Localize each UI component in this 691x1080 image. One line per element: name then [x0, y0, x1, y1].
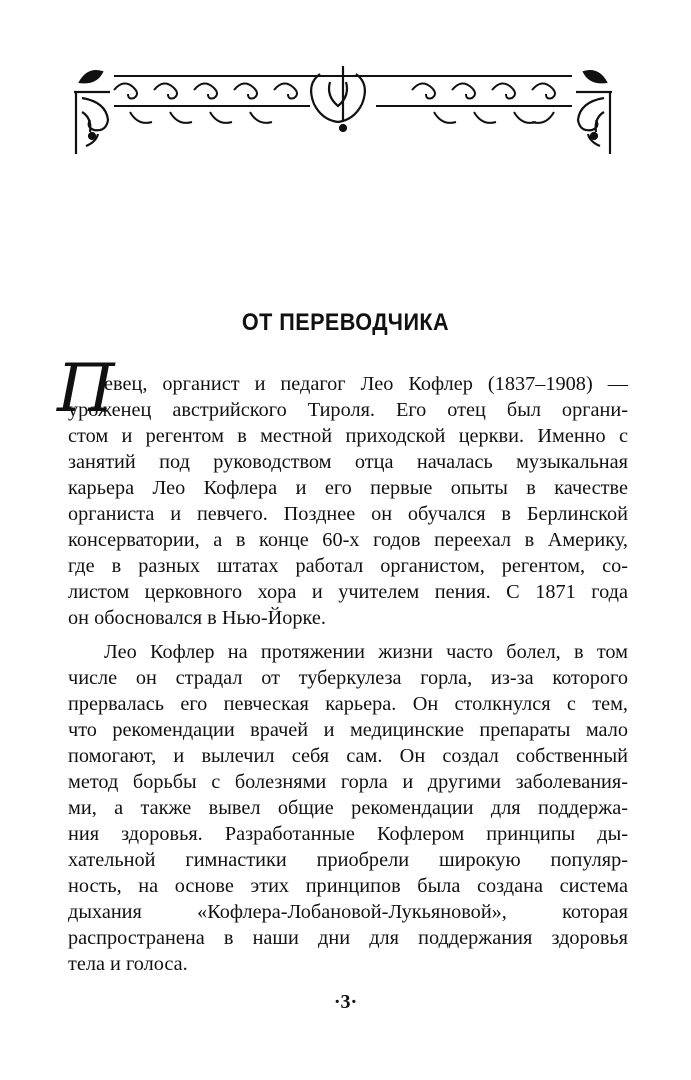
text-line: распространена в наши дни для поддержания здоровья — [68, 927, 628, 949]
text-line: метод борьбы с болезнями горла и другими заболевания- — [68, 771, 628, 793]
text-line: Лео Кофлер на протяжении жизни часто болел, в том — [104, 641, 628, 663]
text-line: карьера Лео Кофлера и его первые опыты в качестве — [68, 477, 628, 499]
text-line: числе он страдал от туберкулеза горла, из-за которого — [68, 667, 628, 689]
text-line: ность, на основе этих принципов была создана система — [68, 875, 628, 897]
left-corner-flourish — [74, 71, 110, 154]
page-number: ·3· — [333, 991, 358, 1013]
text-line: листом церковного хора и учителем пения. С 1871 года — [68, 581, 628, 603]
text-line: тела и голоса. — [68, 953, 188, 975]
text-line: прервалась его певческая карьера. Он столкнулся с тем, — [68, 693, 628, 715]
text-line: что рекомендации врачей и медицинские препараты мало — [68, 719, 628, 741]
text-line: помогают, и вылечил себя сам. Он создал собственный — [68, 745, 628, 767]
page-title: ОТ ПЕРЕВОДЧИКА — [241, 309, 450, 336]
decorative-ornament-header — [70, 62, 616, 162]
text-line: органиста и певчего. Позднее он обучался в Берлинской — [68, 503, 628, 525]
right-corner-flourish — [576, 71, 612, 154]
text-line: занятий под руководством отца началась музыкальная — [68, 451, 628, 473]
text-line: уроженец австрийского Тироля. Его отец был органи- — [68, 399, 628, 421]
text-line: где в разных штатах работал органистом, регентом, со- — [68, 555, 628, 577]
text-line: ния здоровья. Разработанные Кофлером принципы ды- — [68, 823, 628, 845]
drop-cap: П — [57, 350, 115, 427]
text-line: хательной гимнастики приобрели широкую популяр- — [68, 849, 628, 871]
text-line: дыхания «Кофлера-Лобановой-Лукьяновой», которая — [68, 901, 628, 923]
text-line: ми, а также вывел общие рекомендации для поддержа- — [68, 797, 628, 819]
text-line: евец, органист и педагог Лео Кофлер (1837–1908) — — [104, 373, 628, 395]
text-line: консерватории, а в конце 60-х годов переехал в Америку, — [68, 529, 628, 551]
text-line: стом и регентом в местной приходской церкви. Именно с — [68, 425, 628, 447]
text-line: он обосновался в Нью-Йорке. — [68, 607, 326, 629]
